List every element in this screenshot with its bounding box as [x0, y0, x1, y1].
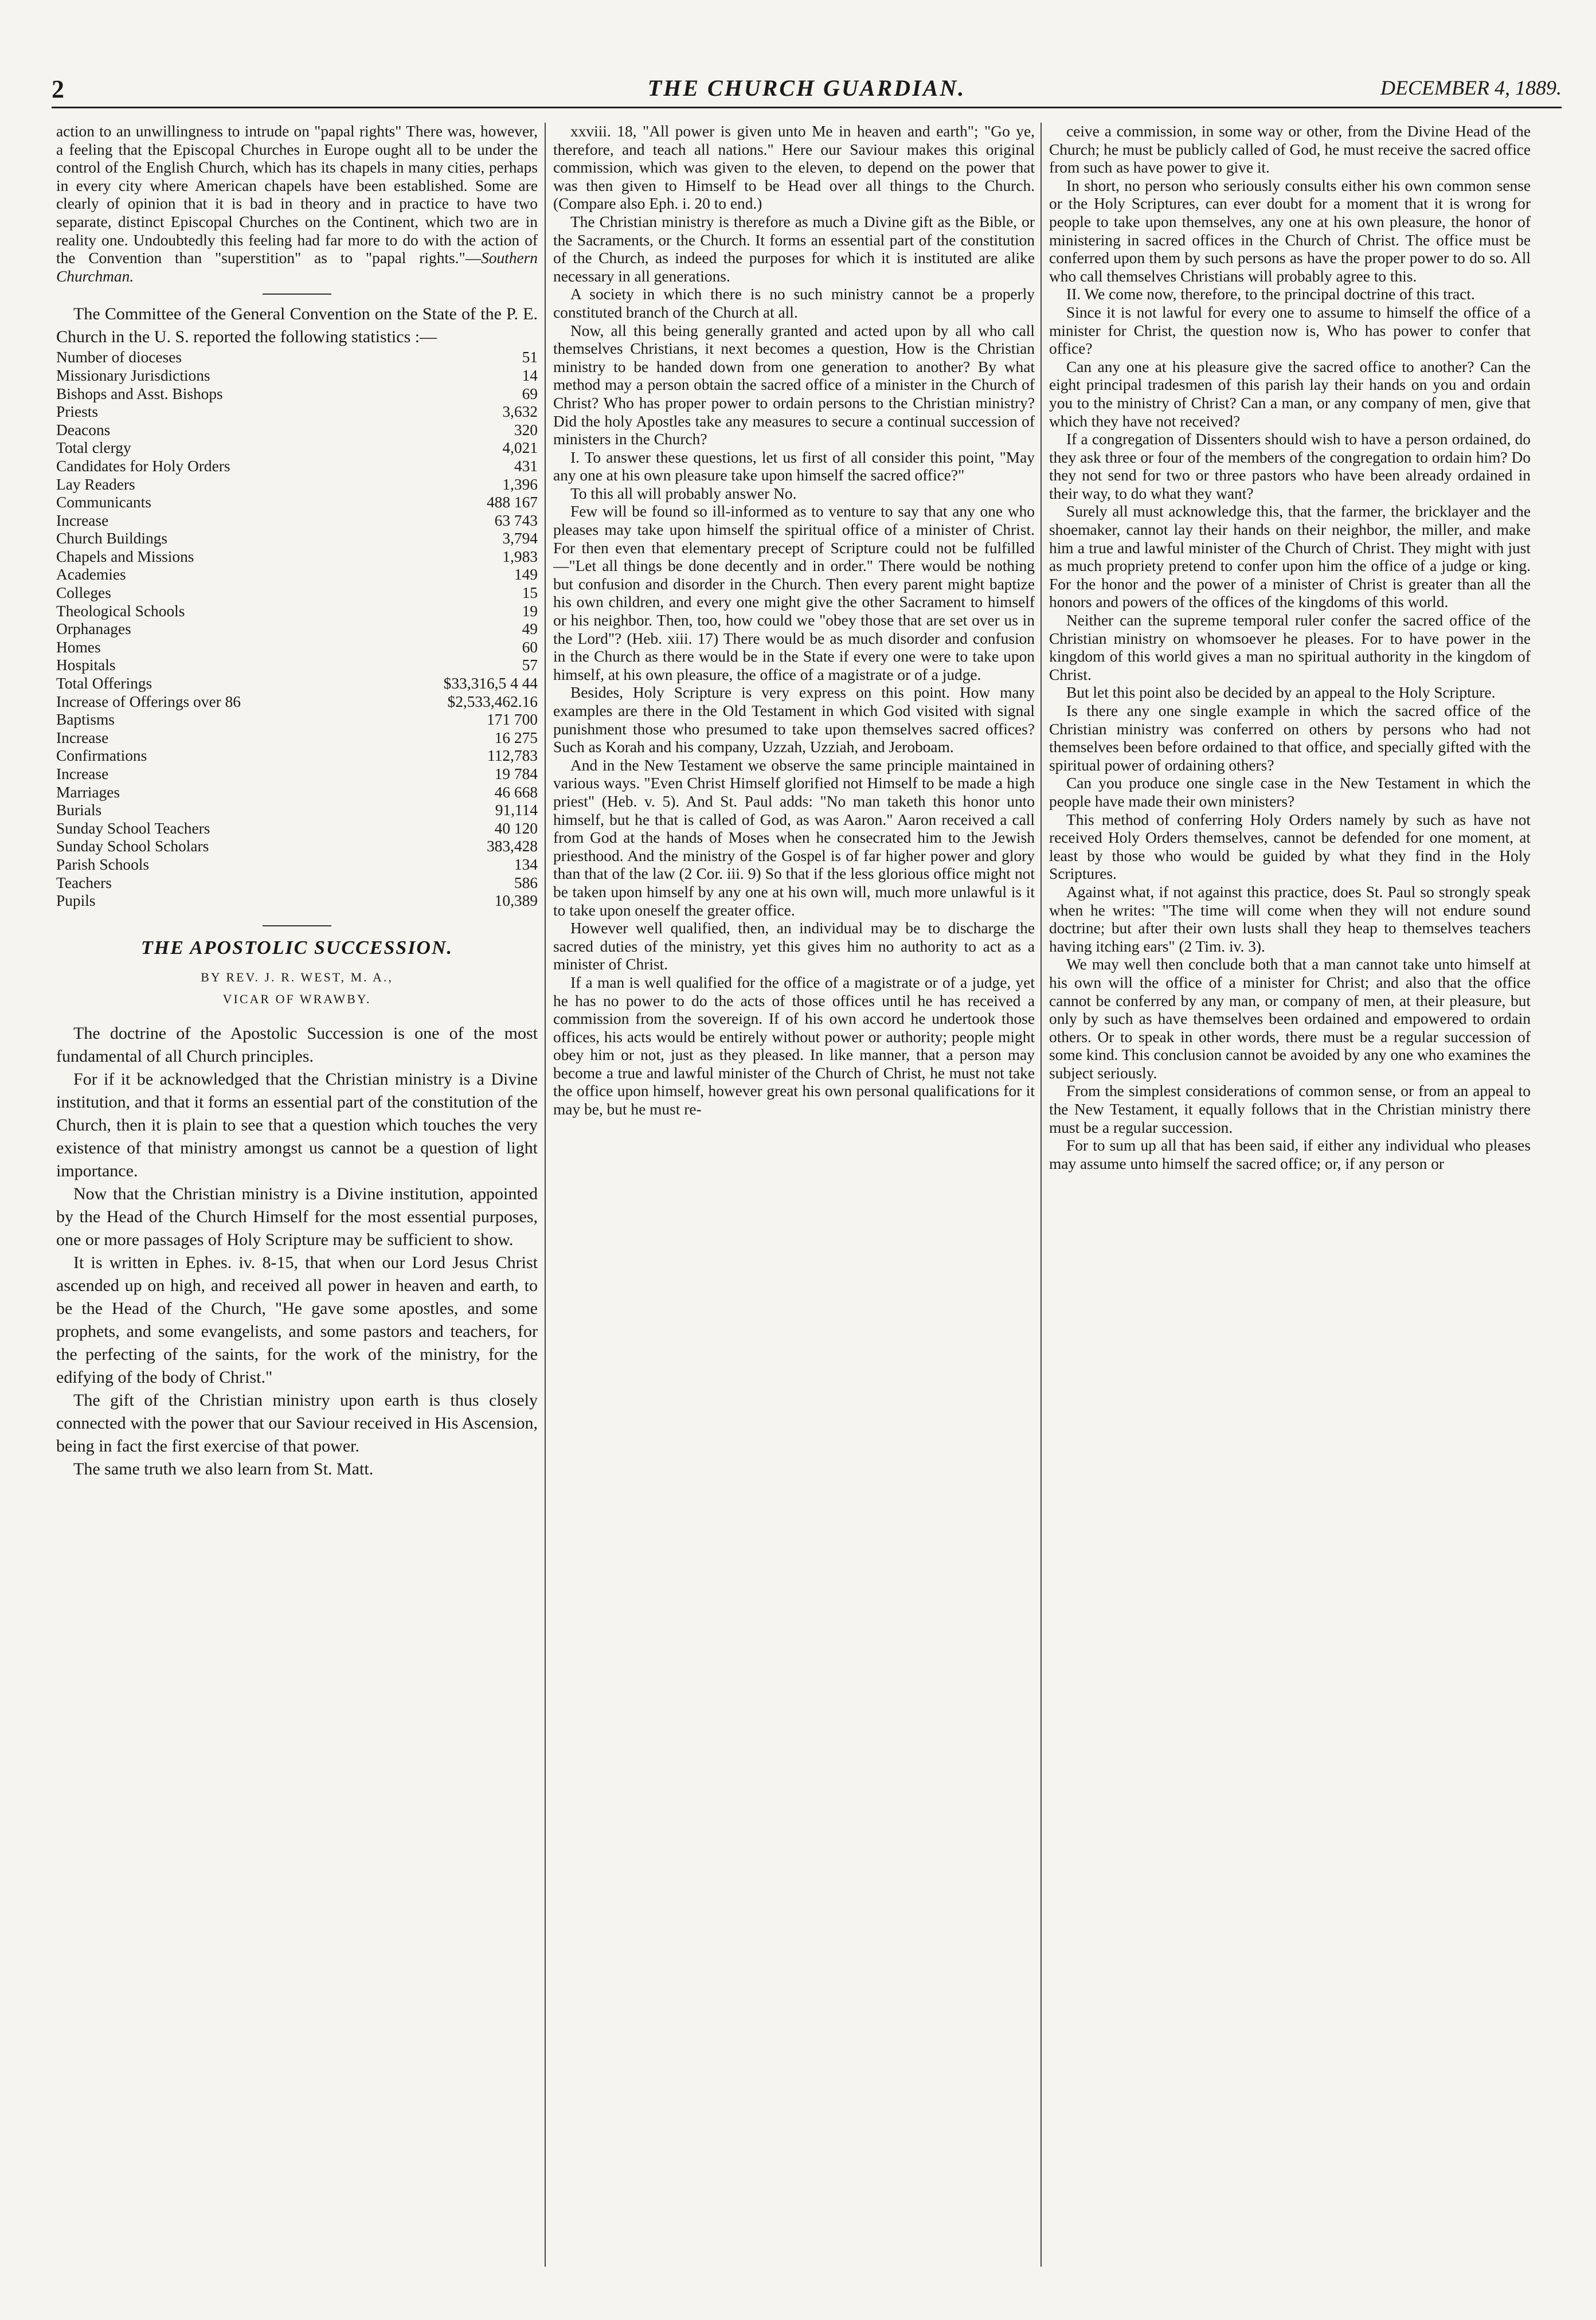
article-paragraph: Besides, Holy Scripture is very express on this point. How many examples are there in the Old Testament in which God visited with signal punishment those who presumed to take upon themselves sacred offices? Such as Korah and his company, Uzzah, Uzziah, and Jeroboam.	[553, 684, 1035, 756]
stat-label: Increase	[56, 765, 109, 783]
stat-value: $2,533,462.16	[447, 693, 538, 710]
stat-value: 14	[522, 366, 538, 384]
stats-row	[56, 512, 538, 530]
stats-row	[56, 784, 538, 802]
stat-label: Increase of Offerings over 86	[56, 693, 241, 710]
stats-row	[56, 856, 538, 874]
stat-value: 149	[514, 566, 538, 584]
stat-value: 320	[514, 421, 538, 439]
stat-value: 10,389	[494, 892, 538, 910]
stats-row	[56, 675, 538, 693]
article-paragraph: Since it is not lawful for every one to assume to himself the office of a minister for Christ, the question now is, Who has power to confer that office?	[1049, 303, 1531, 358]
stat-label: Bishops and Asst. Bishops	[56, 385, 223, 402]
article-byline-parish: VICAR OF WRAWBY.	[222, 991, 371, 1006]
stats-row	[56, 603, 538, 621]
stat-value: 40 120	[494, 819, 538, 837]
column-3	[1049, 123, 1531, 2267]
article-paragraph: If a man is well qualified for the office of a magistrate or of a judge, yet he has no power to do the acts of those offices until he has received a commission from the sovereign. If of his own accord he undertook those offices, his acts would be entirely without power or authority; people might obey him or not, just as they pleased. In like manner, that a person may become a true and lawful minister of the Church of Christ, he must not take the office upon himself, however great his own personal qualifications for it may be, but he must re-	[553, 973, 1035, 1118]
article-paragraph: For to sum up all that has been said, if either any individual who pleases may assume unto himself the sacred office; or, if any person or	[1049, 1137, 1531, 1172]
article-paragraph: If a congregation of Dissenters should wish to have a person ordained, do they ask three or four of the members of the congregation to ordain him? Do they not send for two or three pastors who have been already ordained in their way, to do what they want?	[1049, 431, 1531, 502]
stats-row	[56, 656, 538, 675]
article-paragraph: I. To answer these questions, let us first of all consider this point, "May any one at his own pleasure take upon himself the sacred office?"	[553, 448, 1035, 484]
stat-label: Total clergy	[56, 439, 131, 457]
stat-label: Increase	[56, 511, 109, 529]
stat-label: Hospitals	[56, 656, 116, 674]
article-paragraph: It is written in Ephes. iv. 8-15, that when our Lord Jesus Christ ascended up on high, and received all power in heaven and earth, to be the Head of the Church, "He gave some apostles, and some prophets, and some evangelists, and some pastors and teachers, for the perfecting of the saints, for the work of the ministry, for the edifying of the body of Christ."	[56, 1253, 538, 1387]
stat-value: 3,794	[502, 530, 538, 547]
article-paragraph: Can any one at his pleasure give the sacred office to another? Can the eight principal tradesmen of this parish lay their hands on you and ordain you to the ministry of Christ? Can a man, or any company of men, give that which they have not received?	[1049, 358, 1531, 430]
stats-row	[56, 494, 538, 512]
article-paragraph: This method of conferring Holy Orders namely by such as have not received Holy Orders themselves, cannot be defended for one moment, at least by those who would be guided by what they find in the Holy Scriptures.	[1049, 811, 1531, 883]
stat-label: Confirmations	[56, 747, 147, 765]
stat-value: 49	[522, 620, 538, 638]
stats-row	[56, 439, 538, 457]
article-paragraph: Can you produce one single case in the New Testament in which the people have made their own ministers?	[1049, 774, 1531, 810]
article-paragraph: Now, all this being generally granted and acted upon by all who call themselves Christians, it next becomes a question, How is the Christian ministry to be handed down from one generation to another? By what method may a person obtain the sacred office of a minister in the Church of Christ? Who has proper power to ordain persons to the Christian ministry? Did the holy Apostles take any measures to secure a continual succession of ministers in the Church?	[553, 322, 1035, 448]
article-paragraph: The gift of the Christian ministry upon earth is thus closely connected with the power that our Saviour received in His Ascension, being in fact the first exercise of that power.	[56, 1390, 538, 1456]
page-number: 2	[52, 75, 64, 103]
stat-value: 112,783	[487, 747, 538, 765]
article-paragraph: We may well then conclude both that a man cannot take unto himself at his own will the office of a minister for Christ; and also that the office cannot be conferred by any man, or company of men, at their pleasure, but only by such as have themselves been ordained and empowered to ordain others. Or to speak in other words, there must be a regular succession of some kind. This conclusion cannot be avoided by any one who examines the subject seriously.	[1049, 956, 1531, 1082]
article-paragraph: Against what, if not against this practice, does St. Paul so strongly speak when he writes: "The time will come when they will not endure sound doctrine; but after their own lusts shall they heap to themselves teachers having itching ears" (2 Tim. iv. 3).	[1049, 883, 1531, 955]
stat-label: Baptisms	[56, 711, 115, 729]
column-divider	[1040, 123, 1042, 2267]
article-title: THE APOSTOLIC SUCCESSION.	[140, 937, 453, 958]
stats-row	[56, 693, 538, 711]
stats-intro: The Committee of the General Convention on the State of the P. E. Church in the U. S. reported the following statistics :—	[56, 304, 538, 347]
stats-row	[56, 747, 538, 765]
stat-label: Sunday School Teachers	[56, 819, 210, 837]
article-paragraph: However well qualified, then, an individual may be to discharge the sacred duties of the ministry, yet this gives him no authority to act as a minister of Christ.	[553, 920, 1035, 973]
article-paragraph: To this all will probably answer No.	[570, 484, 797, 502]
stats-row	[56, 639, 538, 657]
stat-value: $33,316,5 4 44	[443, 675, 538, 693]
stat-label: Parish Schools	[56, 855, 150, 873]
stat-label: Teachers	[56, 874, 112, 891]
stat-label: Orphanages	[56, 620, 131, 638]
article-paragraph: In short, no person who seriously consults either his own common sense or the Holy Scriptures, can ever doubt for a moment that it is wrong for people to take upon themselves, any one at his own pleasure, the honor of ministering in sacred offices in the Church of Christ. The office must be conferred upon them by such persons as have the proper power to do so. All who call themselves Christians will probably agree to this.	[1049, 177, 1531, 285]
stat-value: 19 784	[494, 765, 538, 783]
stat-value: 3,632	[502, 403, 538, 421]
stat-value: 16 275	[494, 729, 538, 746]
stats-row	[56, 548, 538, 566]
article-paragraph: And in the New Testament we observe the same principle maintained in various ways. "Even Christ Himself glorified not Himself to be made a high priest" (Heb. v. 5). And St. Paul adds: "No man taketh this honor unto himself, but he that is called of God, as was Aaron." Aaron received a call from God at the hands of Moses when he consecrated him to the Jewish priesthood. And the ministry of the Gospel is of far higher power and glory than that of the law (2 Cor. iii. 9) So that if the less glorious office might not be taken upon himself by any one at his own will, much more unlawful is it to take upon oneself the greater office.	[553, 756, 1035, 919]
masthead-title: THE CHURCH GUARDIAN.	[647, 75, 966, 101]
stat-value: 134	[514, 855, 538, 873]
stat-value: 46 668	[494, 783, 538, 801]
stats-row	[56, 566, 538, 584]
stat-value: 4,021	[502, 439, 538, 457]
stats-row	[56, 711, 538, 729]
stat-value: 1,396	[502, 475, 538, 493]
stat-label: Priests	[56, 403, 99, 421]
stat-label: Sunday School Scholars	[56, 838, 209, 855]
stats-row	[56, 476, 538, 494]
stats-row	[56, 765, 538, 784]
stats-row	[56, 820, 538, 838]
section-divider	[263, 294, 331, 295]
stats-row	[56, 421, 538, 440]
article-paragraph: The Christian ministry is therefore as much a Divine gift as the Bible, or the Sacraments, or the Church. It forms an essential part of the constitution of the Church, as indeed the purposes for which it is instituted are alike necessary in all generations.	[553, 213, 1035, 285]
stat-label: Homes	[56, 638, 101, 656]
statistics-table	[56, 349, 538, 910]
article-paragraph: II. We come now, therefore, to the principal doctrine of this tract.	[1066, 285, 1475, 303]
stat-value: 57	[522, 656, 538, 674]
stat-label: Church Buildings	[56, 530, 168, 547]
issue-date: DECEMBER 4, 1889.	[1380, 76, 1562, 99]
stat-value: 488 167	[486, 494, 538, 511]
stat-label: Total Offerings	[56, 675, 152, 693]
stat-value: 91,114	[495, 801, 538, 819]
stats-row	[56, 349, 538, 367]
stat-label: Number of dioceses	[56, 349, 182, 366]
stat-value: 69	[522, 385, 538, 402]
column-2	[553, 123, 1035, 2267]
stat-label: Burials	[56, 801, 102, 819]
stat-label: Missionary Jurisdictions	[56, 366, 210, 384]
intro-source: Southern Churchman.	[56, 249, 538, 285]
article-paragraph: But let this point also be decided by an appeal to the Holy Scripture.	[1066, 684, 1496, 702]
stat-value: 51	[522, 349, 538, 366]
stat-value: 63 743	[494, 511, 538, 529]
article-paragraph: From the simplest considerations of common sense, or from an appeal to the New Testament, it equally follows that in the Christian ministry there must be a regular succession.	[1049, 1082, 1531, 1136]
stats-row	[56, 530, 538, 548]
article-paragraph: A society in which there is no such ministry cannot be a properly constituted branch of the Church at all.	[553, 285, 1035, 321]
stats-row	[56, 892, 538, 910]
stat-value: 15	[522, 584, 538, 602]
stats-row	[56, 729, 538, 748]
stats-row	[56, 874, 538, 893]
stats-row	[56, 838, 538, 856]
stat-value: 60	[522, 638, 538, 656]
article-paragraph: The doctrine of the Apostolic Succession is one of the most fundamental of all Church principles.	[56, 1023, 538, 1066]
article-byline: BY REV. J. R. WEST, M. A.,	[201, 970, 393, 985]
stat-label: Deacons	[56, 421, 111, 439]
stats-row	[56, 367, 538, 385]
stat-label: Chapels and Missions	[56, 547, 194, 565]
stat-label: Lay Readers	[56, 475, 135, 493]
article-paragraph: Few will be found so ill-informed as to venture to say that any one who pleases may take upon himself the spiritual office of a minister of Christ. For then even that elementary precept of Scripture could not be fulfilled—"Let all things be done decently and in order." There would be nothing but confusion and disorder in the Church. Then every parent might baptize his own children, and every one might give the other Sacrament to himself or his neighbor. Then, too, how could we "obey those that are set over us in the Lord"? (Heb. xiii. 17) There would be as much disorder and confusion in the Church as there would be in the State if every one were to take upon himself, at his own pleasure, the office of a magistrate or of a judge.	[553, 503, 1035, 683]
column-divider	[545, 123, 546, 2267]
article-paragraph: ceive a commission, in some way or other, from the Divine Head of the Church; he must be publicly called of God, he must receive the sacred office from such as have power to give it.	[1049, 123, 1531, 177]
stat-value: 431	[514, 457, 538, 475]
intro-text: action to an unwillingness to intrude on "papal rights" There was, however, a feeling that the Episcopal Churches in Europe ought all to be under the control of the English Church, which has its chapels in many cities, perhaps in every city where American chapels have been established. Some are clearly of opinion that it is bad in theory and in practice to have two separate, distinct Episcopal Churches on the Continent, which two are in reality one. Undoubtedly this feeling had far more to do with the action of the Convention than "superstition" as to "papal rights."—	[56, 123, 538, 267]
stat-label: Candidates for Holy Orders	[56, 457, 230, 475]
stat-value: 1,983	[502, 547, 538, 565]
article-paragraph: For if it be acknowledged that the Christian ministry is a Divine institution, and that it forms an essential part of the constitution of the Church, then it is plain to see that a question which touches the very existence of that ministry amongst us cannot be a question of light importance.	[56, 1069, 538, 1180]
stat-label: Increase	[56, 729, 109, 746]
article-paragraph: xxviii. 18, "All power is given unto Me in heaven and earth"; "Go ye, therefore, and teach all nations." Here our Saviour makes this original commission, which was given to the eleven, to depend on the power that was then given to Himself to be Head over all things to the Church. (Compare also Eph. i. 20 to end.)	[553, 123, 1035, 213]
article-paragraph: Neither can the supreme temporal ruler confer the sacred office of the Christian ministry on whomsoever he pleases. For to have power in the kingdom of this world gives a man no spiritual authority in the kingdom of Christ.	[1049, 612, 1531, 683]
article-paragraph: Is there any one single example in which the sacred office of the Christian ministry was conferred on others by persons who had not themselves been before ordained to that office, and specially gifted with the spiritual power of ordaining others?	[1049, 702, 1531, 774]
article-paragraph: The same truth we also learn from St. Matt.	[73, 1459, 374, 1478]
stat-value: 19	[522, 602, 538, 620]
stat-label: Theological Schools	[56, 602, 185, 620]
section-divider	[263, 925, 331, 926]
intro-paragraph	[56, 123, 538, 285]
article-paragraph: Now that the Christian ministry is a Divine institution, appointed by the Head of the Church Himself for the most essential purposes, one or more passages of Holy Scripture may be sufficient to show.	[56, 1184, 538, 1249]
stats-row	[56, 620, 538, 639]
stat-value: 171 700	[486, 711, 538, 729]
stat-value: 586	[514, 874, 538, 891]
stat-label: Communicants	[56, 494, 151, 511]
stats-row	[56, 385, 538, 404]
stats-row	[56, 801, 538, 820]
stats-row	[56, 584, 538, 603]
stat-label: Academies	[56, 566, 126, 584]
stat-value: 383,428	[486, 838, 538, 855]
stat-label: Marriages	[56, 783, 120, 801]
stat-label: Colleges	[56, 584, 111, 602]
stats-row	[56, 457, 538, 476]
article-paragraph: Surely all must acknowledge this, that the farmer, the bricklayer and the shoemaker, cannot lay their hands on their neighbor, the miller, and make him a true and lawful minister of the Church of Christ. They might with just as much propriety pretend to confer upon him the office of a judge or king. For the honor and the power of a minister of Christ is greater than all the honors and powers of the offices of the kingdoms of this world.	[1049, 503, 1531, 611]
stats-row	[56, 403, 538, 421]
column-1	[56, 123, 538, 2267]
page-header	[52, 70, 1562, 108]
stat-label: Pupils	[56, 892, 96, 910]
